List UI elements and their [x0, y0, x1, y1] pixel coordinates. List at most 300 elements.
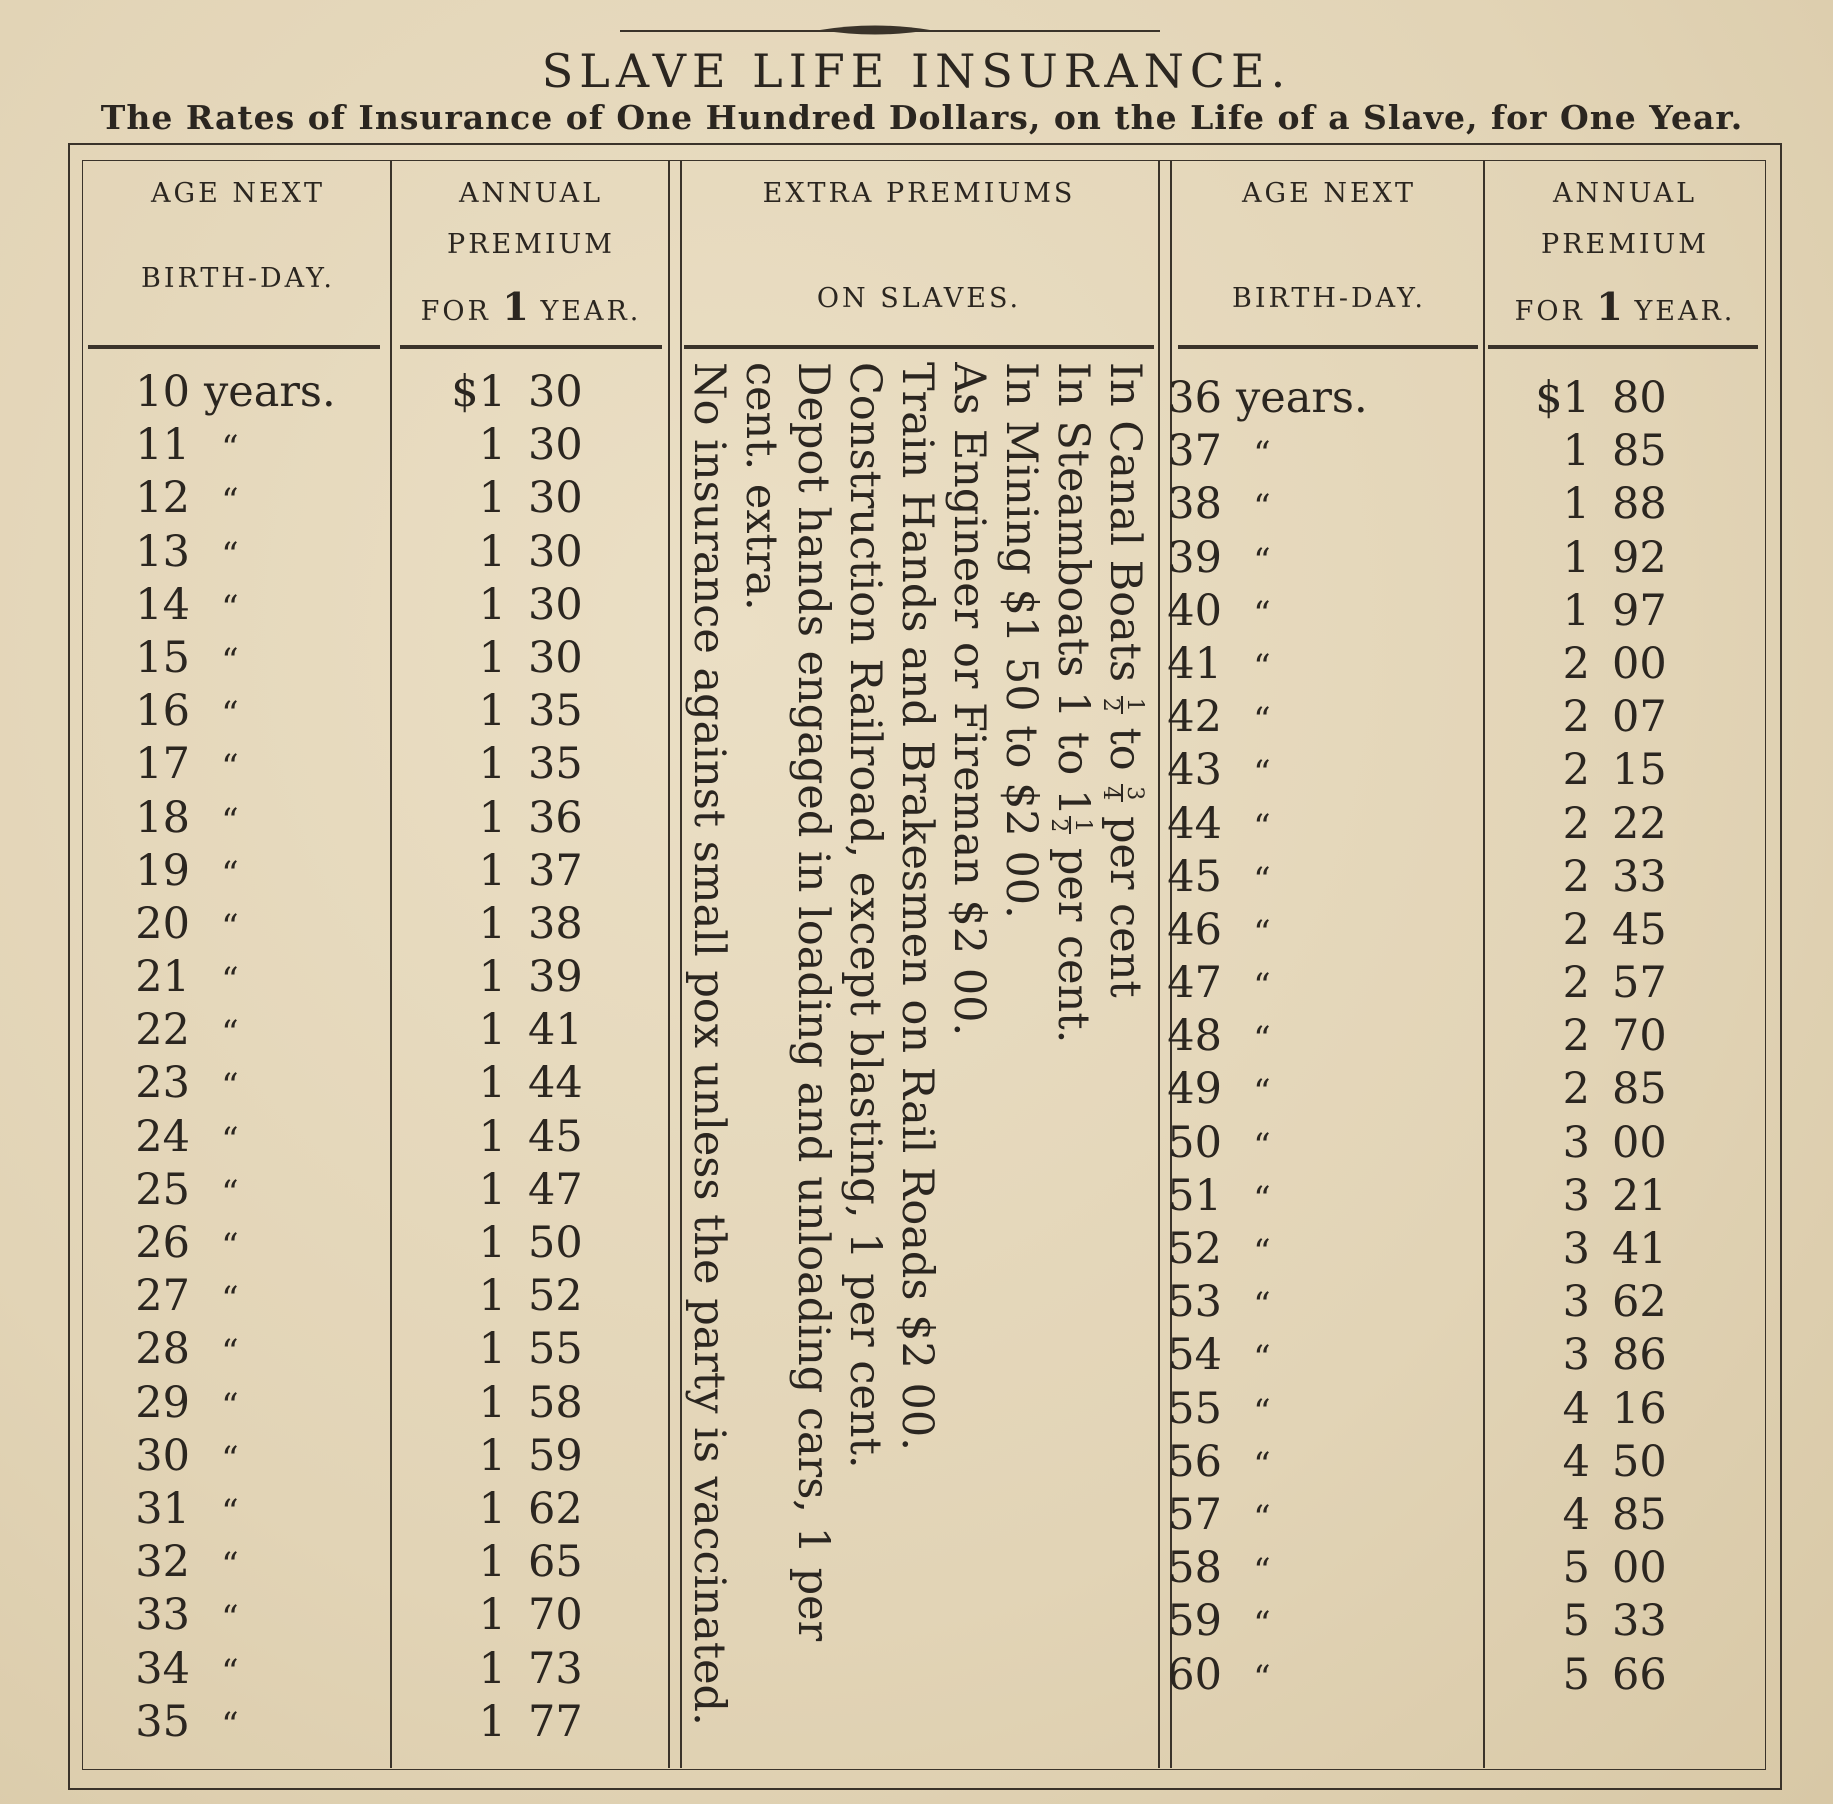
premium-cents: 50 [1612, 1436, 1667, 1487]
premium-cents: 30 [528, 526, 583, 577]
ditto-mark: “ [1253, 540, 1271, 581]
table-row-premium [396, 1643, 664, 1696]
table-row-premium [1480, 425, 1750, 478]
premium-cents: 86 [1612, 1330, 1667, 1381]
table-row-age [100, 526, 380, 579]
header-rule [400, 345, 662, 349]
ditto-mark: “ [1253, 1338, 1271, 1379]
premium-cents: 92 [1612, 532, 1667, 583]
premium-cents: 73 [528, 1643, 583, 1694]
fraction-half: 1 2 [1098, 697, 1147, 712]
premium-dollars: 3 [1562, 1277, 1590, 1328]
premium-cents: 77 [528, 1696, 583, 1747]
premium-dollars: 3 [1562, 1170, 1590, 1221]
premium-dollars: 1 [478, 845, 506, 896]
premium-dollars: 1 [478, 898, 506, 949]
table-row-premium [1480, 532, 1750, 585]
table-row-premium [396, 419, 664, 472]
premium-dollars: 1 [478, 1164, 506, 1215]
table-row-age [1132, 1542, 1462, 1595]
premium-dollars: 2 [1562, 798, 1590, 849]
ditto-mark: “ [1253, 1551, 1271, 1592]
ditto-mark: “ [221, 1066, 239, 1107]
premium-dollars: 5 [1562, 1543, 1590, 1594]
age-value: 22 [135, 1005, 190, 1056]
ditto-mark: “ [221, 1226, 239, 1266]
ditto-mark: “ [1253, 753, 1271, 794]
premium-dollars: 1 [478, 792, 506, 843]
table-row-premium [1480, 1542, 1750, 1595]
premium-cents: 38 [528, 898, 583, 949]
table-row-age [1132, 532, 1462, 585]
ditto-mark: “ [221, 1598, 239, 1639]
age-value: 14 [135, 579, 190, 630]
table-row-age [100, 1483, 380, 1536]
header-line: PREMIUM [1541, 229, 1709, 261]
table-row-age [100, 685, 380, 738]
header-rule [684, 345, 1154, 349]
age-value: 36 [1167, 373, 1222, 423]
table-row-premium [1480, 1383, 1750, 1436]
ditto-mark: “ [221, 1491, 239, 1532]
table-row-premium [1480, 1276, 1750, 1329]
table-row-premium [396, 1057, 664, 1110]
premium-cents: 85 [1612, 426, 1667, 477]
ditto-mark: “ [1253, 859, 1271, 900]
ditto-mark: “ [1253, 1285, 1271, 1326]
table-row-premium [396, 472, 664, 525]
table-row-premium [396, 1323, 664, 1376]
age-value: 28 [135, 1324, 190, 1375]
age-value: 49 [1167, 1064, 1222, 1115]
table-row-age [100, 792, 380, 845]
age-value: 42 [1167, 692, 1222, 743]
table-row-age [1132, 957, 1462, 1010]
premium-cents: 30 [528, 632, 583, 683]
premium-cents: 39 [528, 952, 583, 1003]
age-value: 50 [1167, 1117, 1222, 1168]
table-row-age [1132, 1170, 1462, 1223]
age-value: 24 [135, 1111, 190, 1162]
ditto-mark: “ [221, 1119, 239, 1160]
table-row-premium [1480, 585, 1750, 638]
premium-dollars: 5 [1562, 1596, 1590, 1647]
premium-dollars: 2 [1562, 745, 1590, 796]
table-row-age [100, 1057, 380, 1110]
ditto-mark: “ [1253, 1019, 1271, 1060]
ditto-mark: “ [1253, 1391, 1271, 1432]
age-value: 13 [135, 526, 190, 577]
age-value: 37 [1167, 426, 1222, 477]
ditto-mark: “ [221, 1651, 239, 1692]
premium-dollars: 1 [478, 1218, 506, 1268]
extra-mining: In Mining $1 50 to $2 00. [996, 362, 1046, 919]
age-value: 17 [135, 739, 190, 790]
table-row-premium [1480, 691, 1750, 744]
header-line: FOR 1 YEAR. [1514, 283, 1736, 329]
ditto-mark: “ [221, 800, 239, 841]
table-row-premium [396, 1483, 664, 1536]
ditto-mark: “ [221, 1172, 239, 1213]
table-row-premium [396, 1111, 664, 1164]
table-row-age [100, 1270, 380, 1323]
ditto-mark: “ [221, 587, 239, 628]
premium-dollars: 1 [1562, 479, 1590, 530]
header-line: EXTRA PREMIUMS [762, 178, 1076, 209]
table-row-age [100, 951, 380, 1004]
age-value: 34 [135, 1643, 190, 1694]
age-value: 32 [135, 1537, 190, 1588]
age-value: 44 [1167, 798, 1222, 849]
table-row-age [1132, 1063, 1462, 1116]
ditto-mark: “ [221, 534, 239, 575]
ditto-mark: “ [1253, 1125, 1271, 1166]
age-value: 43 [1167, 745, 1222, 796]
premium-column-right [1480, 372, 1750, 1702]
age-value: 41 [1167, 638, 1222, 689]
age-value: 59 [1167, 1596, 1222, 1647]
ditto-mark: “ [1253, 1604, 1271, 1645]
table-row-premium [396, 1377, 664, 1430]
table-row-premium [1480, 478, 1750, 531]
premium-cents: 45 [528, 1111, 583, 1162]
table-row-age [1132, 851, 1462, 904]
header-line: PREMIUM [447, 229, 615, 261]
premium-cents: 85 [1612, 1489, 1667, 1540]
premium-cents: 35 [528, 739, 583, 790]
age-value: 45 [1167, 851, 1222, 902]
ditto-mark: “ [221, 747, 239, 788]
extra-depot-hands-cont: cent. extra. [736, 362, 786, 611]
premium-cents: 47 [528, 1164, 583, 1215]
ditto-mark: “ [221, 481, 239, 522]
age-unit: years. [1236, 373, 1368, 423]
premium-dollars: 2 [1562, 958, 1590, 1009]
fraction-half: 1 2 [1046, 818, 1095, 833]
premium-dollars: 1 [478, 1643, 506, 1694]
age-value: 35 [135, 1696, 190, 1747]
age-value: 38 [1167, 479, 1222, 530]
ditto-mark: “ [221, 960, 239, 1001]
header-line: BIRTH-DAY. [1231, 283, 1427, 315]
ditto-mark: “ [1253, 1657, 1271, 1698]
premium-column-left [396, 366, 664, 1749]
premium-dollars: 1 [478, 473, 506, 524]
ditto-mark: “ [221, 694, 239, 735]
age-value: 60 [1167, 1649, 1222, 1700]
premium-cents: 00 [1612, 638, 1667, 689]
header-extra-premiums [684, 168, 1154, 338]
premium-dollars: 1 [478, 1537, 506, 1588]
header-rule [1178, 345, 1478, 349]
ditto-mark: “ [1253, 593, 1271, 634]
ditto-mark: “ [1253, 1072, 1271, 1113]
table-row-age [100, 738, 380, 791]
age-value: 20 [135, 898, 190, 949]
age-value: 11 [135, 420, 190, 471]
extra-steamboats: In Steamboats 1 to 1 1 2 per cent. [1046, 362, 1098, 1044]
age-value: 15 [135, 632, 190, 683]
table-row-premium [396, 1430, 664, 1483]
ornament-diamond-icon [820, 23, 930, 37]
premium-dollars: 1 [478, 1271, 506, 1322]
header-line: AGE NEXT [151, 178, 325, 209]
table-row-premium [396, 366, 664, 419]
ditto-mark: “ [1253, 700, 1271, 741]
column-divider [390, 160, 392, 1768]
table-row-age [1132, 1223, 1462, 1276]
table-row-premium [396, 1696, 664, 1749]
premium-cents: 41 [1612, 1224, 1667, 1274]
table-row-premium [396, 792, 664, 845]
table-row-premium [396, 1270, 664, 1323]
premium-cents: 30 [528, 420, 583, 471]
table-row-premium [396, 738, 664, 791]
ditto-mark: “ [1253, 1232, 1271, 1272]
premium-cents: 22 [1612, 798, 1667, 849]
age-value: 39 [1167, 532, 1222, 583]
age-value: 55 [1167, 1383, 1222, 1434]
premium-cents: 65 [528, 1537, 583, 1588]
table-row-premium [1480, 1010, 1750, 1063]
ditto-mark: “ [221, 1332, 239, 1373]
premium-dollars: 3 [1562, 1224, 1590, 1274]
table-row-age [100, 1696, 380, 1749]
ditto-mark: “ [1253, 912, 1271, 953]
table-row-premium [396, 845, 664, 898]
extra-smallpox: No insurance against small pox unless the party is vaccinated. [684, 362, 734, 1726]
ditto-mark: “ [1253, 434, 1271, 475]
age-value: 46 [1167, 904, 1222, 955]
premium-cents: 15 [1612, 745, 1667, 796]
premium-cents: 66 [1612, 1649, 1667, 1700]
header-line: ANNUAL [1552, 178, 1698, 209]
table-row-age [100, 1111, 380, 1164]
ditto-mark: “ [221, 906, 239, 947]
premium-dollars: $1 [451, 367, 506, 417]
table-row-age [1132, 1010, 1462, 1063]
table-row-premium [1480, 1436, 1750, 1489]
table-row-age [100, 1377, 380, 1430]
table-row-premium [1480, 1329, 1750, 1382]
premium-dollars: 1 [478, 1483, 506, 1534]
table-row-age [100, 632, 380, 685]
age-value: 58 [1167, 1543, 1222, 1594]
ditto-mark: “ [221, 428, 239, 469]
table-row-premium [1480, 1063, 1750, 1116]
premium-dollars: 1 [478, 579, 506, 630]
premium-cents: 80 [1612, 373, 1667, 423]
age-value: 30 [135, 1430, 190, 1481]
ditto-mark: “ [221, 1385, 239, 1426]
ditto-mark: “ [1253, 1444, 1271, 1485]
table-row-premium [1480, 851, 1750, 904]
table-row-premium [1480, 798, 1750, 851]
premium-dollars: 2 [1562, 638, 1590, 689]
extra-canal-boats: In Canal Boats 1 2 to 3 4 per cent [1098, 362, 1150, 998]
premium-dollars: 1 [478, 1377, 506, 1428]
premium-cents: 33 [1612, 1596, 1667, 1647]
premium-cents: 00 [1612, 1543, 1667, 1594]
table-row-age [1132, 478, 1462, 531]
table-row-age [100, 366, 380, 419]
extra-depot-hands: Depot hands engaged in loading and unloading cars, 1 per [788, 362, 838, 1642]
header-premium-left [396, 168, 666, 338]
header-line: ANNUAL [458, 178, 604, 209]
age-value: 40 [1167, 585, 1222, 636]
ditto-mark: “ [1253, 1497, 1271, 1538]
premium-cents: 70 [528, 1590, 583, 1641]
ditto-mark: “ [221, 853, 239, 894]
premium-dollars: 1 [1562, 532, 1590, 583]
premium-dollars: 1 [478, 1005, 506, 1056]
ditto-mark: “ [221, 1545, 239, 1586]
premium-dollars: 1 [478, 686, 506, 737]
premium-cents: 45 [1612, 904, 1667, 955]
premium-dollars: 1 [478, 739, 506, 790]
age-value: 26 [135, 1218, 190, 1268]
ditto-mark: “ [221, 1704, 239, 1745]
age-value: 27 [135, 1271, 190, 1322]
premium-cents: 62 [528, 1483, 583, 1534]
table-row-age [1132, 1329, 1462, 1382]
table-row-age [100, 1589, 380, 1642]
premium-dollars: 1 [478, 1696, 506, 1747]
table-row-age [1132, 1276, 1462, 1329]
table-row-premium [396, 1589, 664, 1642]
premium-cents: 58 [528, 1377, 583, 1428]
page-subtitle: The Rates of Insurance of One Hundred Dollars, on the Life of a Slave, for One Year. [100, 98, 1744, 137]
premium-cents: 41 [528, 1005, 583, 1056]
premium-cents: 00 [1612, 1117, 1667, 1168]
table-row-premium [396, 898, 664, 951]
age-value: 33 [135, 1590, 190, 1641]
table-row-premium [396, 685, 664, 738]
premium-dollars: 2 [1562, 851, 1590, 902]
column-divider [680, 160, 682, 1768]
premium-cents: 30 [528, 579, 583, 630]
premium-dollars: 4 [1562, 1489, 1590, 1540]
header-line: ON SLAVES. [816, 283, 1022, 315]
fraction-three-quarters: 3 4 [1098, 786, 1147, 801]
age-value: 18 [135, 792, 190, 843]
premium-dollars: 1 [478, 952, 506, 1003]
premium-dollars: 2 [1562, 692, 1590, 743]
premium-dollars: 1 [1562, 585, 1590, 636]
table-row-age [1132, 372, 1462, 425]
table-row-age [100, 1164, 380, 1217]
ditto-mark: “ [221, 1438, 239, 1479]
premium-dollars: 2 [1562, 1064, 1590, 1115]
table-row-age [100, 1217, 380, 1270]
premium-cents: 35 [528, 686, 583, 737]
age-value: 31 [135, 1483, 190, 1534]
premium-dollars: 1 [478, 1430, 506, 1481]
premium-cents: 37 [528, 845, 583, 896]
table-row-premium [396, 579, 664, 632]
ditto-mark: “ [221, 640, 239, 681]
premium-cents: 07 [1612, 692, 1667, 743]
premium-dollars: 5 [1562, 1649, 1590, 1700]
premium-cents: 36 [528, 792, 583, 843]
premium-cents: 85 [1612, 1064, 1667, 1115]
table-row-premium [1480, 372, 1750, 425]
table-row-age [1132, 744, 1462, 797]
ditto-mark: “ [1253, 806, 1271, 847]
ditto-mark: “ [221, 1279, 239, 1320]
table-row-premium [396, 1004, 664, 1057]
table-row-age [100, 579, 380, 632]
extra-construction: Construction Railroad, except blasting, 1 per cent. [840, 362, 890, 1469]
table-row-premium [1480, 638, 1750, 691]
premium-dollars: $1 [1535, 373, 1590, 423]
table-row-age [1132, 691, 1462, 744]
column-divider [668, 160, 670, 1768]
header-age-right [1176, 168, 1482, 338]
age-value: 48 [1167, 1011, 1222, 1062]
age-value: 52 [1167, 1224, 1222, 1274]
premium-dollars: 1 [478, 632, 506, 683]
age-value: 12 [135, 473, 190, 524]
table-row-age [100, 898, 380, 951]
age-value: 53 [1167, 1277, 1222, 1328]
premium-cents: 44 [528, 1058, 583, 1109]
table-row-age [100, 472, 380, 525]
age-value: 51 [1167, 1170, 1222, 1221]
table-row-premium [396, 526, 664, 579]
ditto-mark: “ [1253, 487, 1271, 528]
header-rule [88, 345, 380, 349]
premium-dollars: 2 [1562, 904, 1590, 955]
header-age-left [88, 168, 388, 338]
premium-dollars: 1 [478, 1324, 506, 1375]
table-row-premium [1480, 904, 1750, 957]
premium-dollars: 1 [1562, 426, 1590, 477]
age-value: 56 [1167, 1436, 1222, 1487]
table-row-premium [1480, 744, 1750, 797]
age-value: 19 [135, 845, 190, 896]
age-value: 29 [135, 1377, 190, 1428]
age-column-left [100, 366, 380, 1749]
table-row-premium [1480, 1223, 1750, 1276]
table-row-age [1132, 1595, 1462, 1648]
age-unit: years. [204, 367, 336, 417]
premium-dollars: 3 [1562, 1330, 1590, 1381]
table-row-premium [1480, 1489, 1750, 1542]
age-value: 54 [1167, 1330, 1222, 1381]
extra-premiums-panel [683, 362, 1151, 1758]
age-value: 23 [135, 1058, 190, 1109]
ditto-mark: “ [1253, 1178, 1271, 1219]
age-value: 10 [135, 367, 190, 417]
ditto-mark: “ [1253, 646, 1271, 687]
header-line: BIRTH-DAY. [140, 263, 336, 295]
ditto-mark: “ [1253, 966, 1271, 1007]
premium-cents: 30 [528, 367, 583, 417]
extra-train-hands: Train Hands and Brakesmen on Rail Roads $2 00. [892, 362, 942, 1451]
premium-cents: 33 [1612, 851, 1667, 902]
table-row-age [1132, 1436, 1462, 1489]
table-row-age [100, 1643, 380, 1696]
premium-cents: 55 [528, 1324, 583, 1375]
table-row-premium [396, 632, 664, 685]
premium-dollars: 1 [478, 526, 506, 577]
age-column-right [1132, 372, 1462, 1702]
extra-premiums-rotated-text [683, 362, 1151, 1758]
extra-engineer: As Engineer or Fireman $2 00. [944, 362, 994, 1037]
table-row-premium [396, 1164, 664, 1217]
table-row-age [1132, 1117, 1462, 1170]
